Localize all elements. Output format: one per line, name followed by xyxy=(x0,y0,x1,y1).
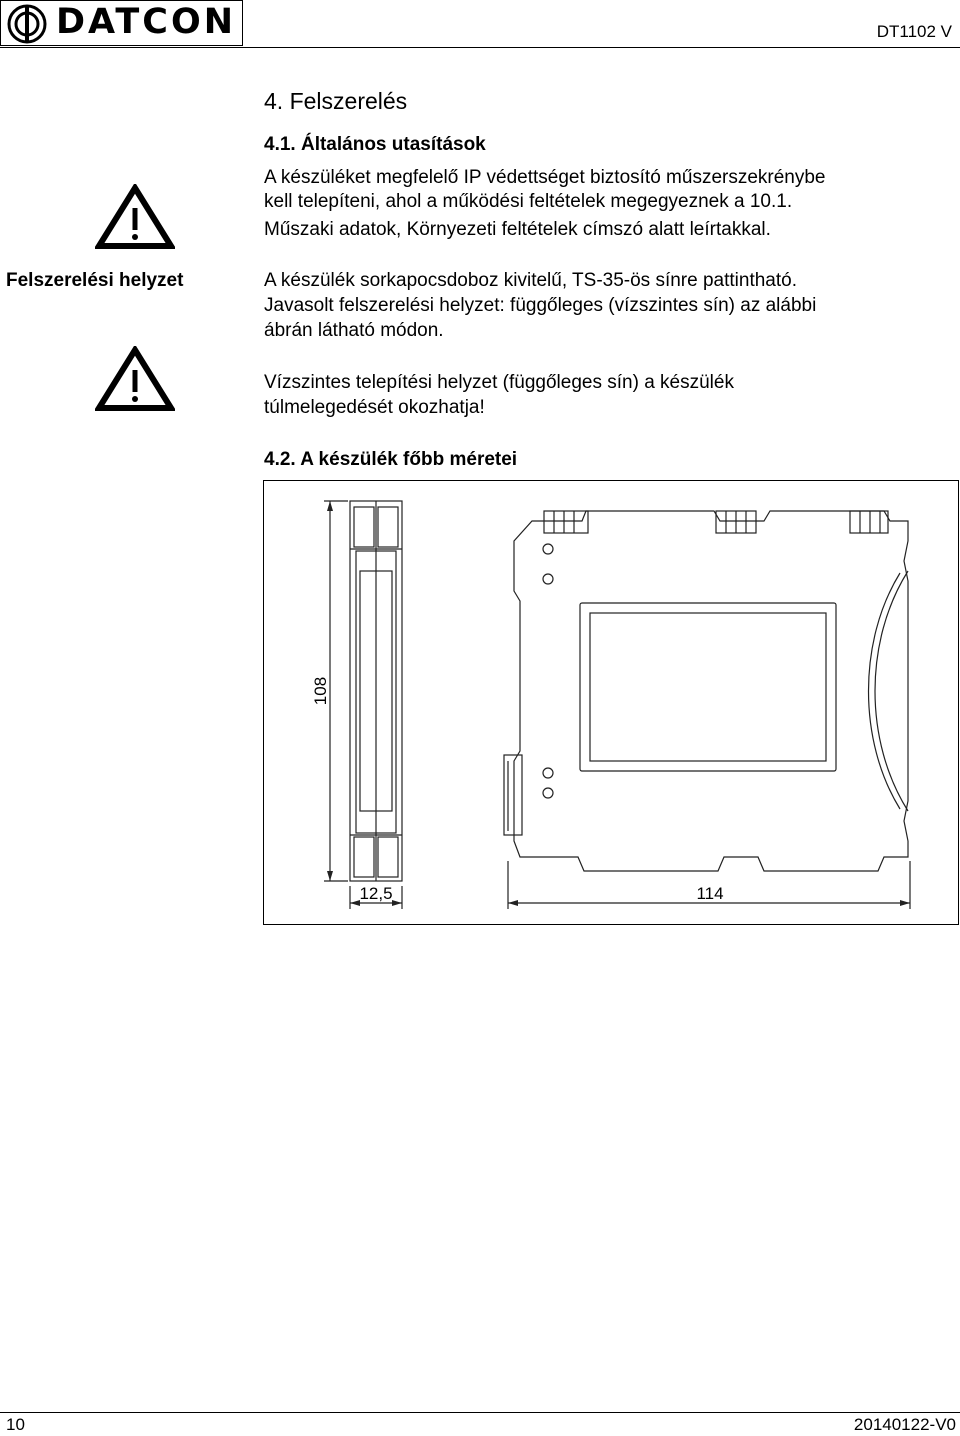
warning-icon xyxy=(95,346,175,412)
rail-clip xyxy=(504,755,522,835)
logo-icon xyxy=(7,4,47,44)
page-number: 10 xyxy=(6,1415,25,1434)
dimension-label-height: 108 xyxy=(311,676,330,706)
side-view-outline xyxy=(514,511,908,871)
dimension-drawing xyxy=(264,481,958,924)
subsection-title-dimensions: 4.2. A készülék főbb méretei xyxy=(264,449,518,470)
logo-text: DATCON xyxy=(56,2,237,42)
document-version: 20140122-V0 xyxy=(853,1415,956,1434)
paragraph-line: Vízszintes telepítési helyzet (függőleges sín) a készülék xyxy=(264,372,734,393)
paragraph-line: kell telepíteni, ahol a működési feltételek megegyeznek a 10.1. xyxy=(264,191,793,212)
document-code: DT1102 V xyxy=(876,22,952,41)
subsection-title-general: 4.1. Általános utasítások xyxy=(264,134,486,155)
paragraph-line: A készüléket megfelelő IP védettséget biztosító műszerszekrénybe xyxy=(264,167,826,188)
paragraph-line: Javasolt felszerelési helyzet: függőleges (vízszintes sín) az alábbi xyxy=(264,295,817,316)
dimension-label-depth: 114 xyxy=(696,884,724,903)
paragraph-line: A készülék sorkapocsdoboz kivitelű, TS-35-ös sínre pattintható. xyxy=(264,270,797,291)
dimension-label-width: 12,5 xyxy=(359,884,393,903)
paragraph-line: Műszaki adatok, Környezeti feltételek címszó alatt leírtakkal. xyxy=(264,219,771,240)
sidebar-label: Felszerelési helyzet xyxy=(6,270,184,291)
warning-icon xyxy=(95,184,175,250)
section-title: 4. Felszerelés xyxy=(264,88,408,114)
paragraph-line: ábrán látható módon. xyxy=(264,320,444,341)
header-divider xyxy=(0,47,960,48)
paragraph-line: túlmelegedését okozhatja! xyxy=(264,397,485,418)
label-area xyxy=(580,603,836,771)
footer-divider xyxy=(0,1412,960,1413)
